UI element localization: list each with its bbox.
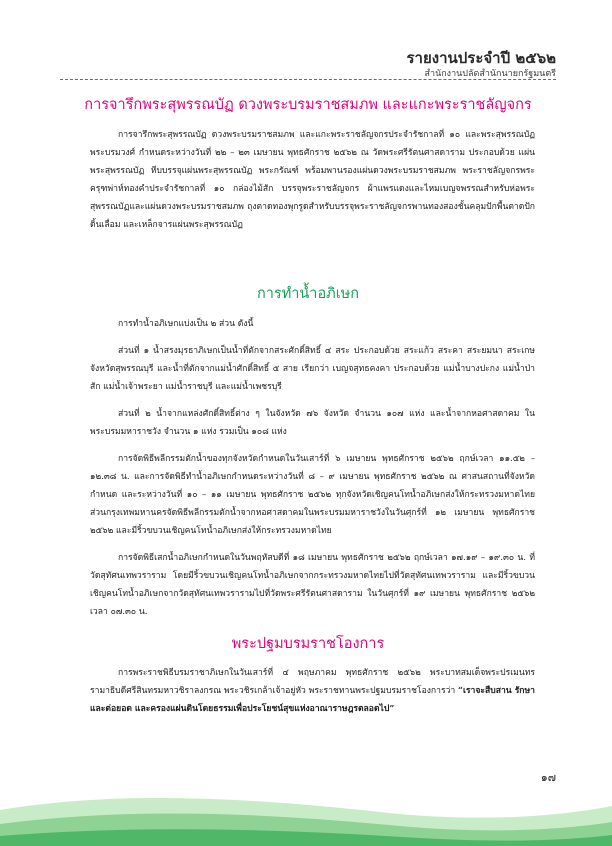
header-divider — [60, 79, 556, 80]
paragraph-text: การพระราชพิธีบรมราชาภิเษกในวันเสาร์ที่ ๔ พฤษภาคม พุทธศักราช ๒๕๖๒ พระบาทสมเด็จพระปรเมนทรรามาธิบดีศรีสินทรมหาวชิราลงกรณ พระวชิรเกล้าเจ้าอยู่หัว พระราชทานพระปฐมบรมราชโองการว่า — [90, 668, 535, 696]
footer-wave-decoration — [0, 772, 612, 846]
paragraph-text: ส่วนที่ ๑ น้ำสรงมุรธาภิเษกเป็นน้ำที่ตักจากสระศักดิ์สิทธิ์ ๔ สระ ประกอบด้วย สระแก้ว สระคา สระยมนา สระเกษ จังหวัดสุพรรณบุรี และน้ำที่ตักจากแม่น้ำศักดิ์สิทธิ์ ๕ สาย เรียกว่า เบญจสุทธคงคา ประกอบด้วย แม่น้ำบางปะกง แม่น้ำป่าสัก แม่น้ำเจ้าพระยา แม่น้ำราชบุรี และแม่น้ำเพชรบุรี — [90, 346, 535, 392]
page-number: ๑๗ — [540, 771, 556, 784]
paragraph-text: การจัดพิธีเสกน้ำอภิเษกกำหนดในวันพฤหัสบดีที่ ๑๘ เมษายน พุทธศักราช ๒๕๖๒ ฤกษ์เวลา ๑๗.๑๙ – ๑๙.๓๐ น. ที่วัดสุทัศนเทพวราราม โดยมีริ้วขบวนเชิญคนโทน้ำอภิเษกจากกระทรวงมหาดไทยไปที่วัดสุทัศนเทพวราราม และมีริ้วขบวนเชิญคนโทน้ำอภิเษกจากวัดสุทัศนเทพวรารามไปที่วัดพระศรีรัตนศาสดาราม ในวันศุกร์ที่ ๑๙ เมษายน พุทธศักราช ๒๕๖๒ เวลา ๐๗.๓๐ น. — [90, 553, 535, 617]
section-heading-holy-water: การทำน้ำอภิเษก — [256, 286, 360, 302]
report-subtitle: สำนักงานปลัดสำนักนายกรัฐมนตรี — [424, 69, 556, 79]
paragraph-inscription — [90, 126, 535, 234]
royal-quote: “เราจะสืบสาน รักษา และต่อยอด และครองแผ่นดินโดยธรรมเพื่อประโยชน์สุขแห่งอาณาราษฎรตลอดไป” — [90, 686, 536, 714]
paragraph-holy-water-blessing — [90, 549, 535, 621]
section-heading-royal-command: พระปฐมบรมราชโองการ — [231, 636, 385, 652]
paragraph-text: การทำน้ำอภิเษกแบ่งเป็น ๒ ส่วน ดังนี้ — [118, 319, 254, 329]
paragraph-text: ส่วนที่ ๒ น้ำจากแหล่งศักดิ์สิทธิ์ต่าง ๆ ในจังหวัด ๗๖ จังหวัด จำนวน ๑๐๗ แห่ง และน้ำจากหอศาสดาคม ในพระบรมมหาราชวัง จำนวน ๑ แห่ง รวมเป็น ๑๐๘ แห่ง — [90, 409, 535, 437]
paragraph-holy-water-intro — [90, 315, 535, 333]
paragraph-text: การจัดพิธีพลีกรรมตักน้ำของทุกจังหวัดกำหนดในวันเสาร์ที่ ๖ เมษายน พุทธศักราช ๒๕๖๒ ฤกษ์เวลา ๑๑.๕๒ – ๑๒.๓๘ น. และการจัดพิธีทำน้ำอภิเษกกำหนดระหว่างวันที่ ๘ – ๙ เมษายน พุทธศักราช ๒๕๖๒ ณ ศาสนสถานที่จังหวัดกำหนด และระหว่างวันที่ ๑๐ – ๑๑ เมษายน พุทธศักราช ๒๕๖๒ ทุกจังหวัดเชิญคนโทน้ำอภิเษกส่งให้กระทรวงมหาดไทย ส่วนกรุงเทพมหานครจัดพิธีพลีกรรมตักน้ำจากหอศาสดาคมในพระบรมมหาราชวังในวันศุกร์ที่ ๑๒ เมษายน พุทธศักราช ๒๕๖๒ และมีริ้วขบวนเชิญคนโทน้ำอภิเษกส่งให้กระทรวงมหาดไทย — [90, 454, 535, 536]
report-title: รายงานประจำปี ๒๕๖๒ — [406, 49, 556, 67]
paragraph-holy-water-part2 — [90, 405, 535, 441]
paragraph-holy-water-ceremony — [90, 450, 535, 540]
paragraph-holy-water-part1 — [90, 342, 535, 396]
section-heading-inscription: การจารึกพระสุพรรณบัฏ ดวงพระบรมราชสมภพ และแกะพระราชลัญจกร — [84, 97, 532, 113]
paragraph-royal-command — [90, 664, 535, 718]
paragraph-text: การจารึกพระสุพรรณบัฏ ดวงพระบรมราชสมภพ และแกะพระราชลัญจกรประจำรัชกาลที่ ๑๐ และพระสุพรรณบัฏพระบรมวงศ์ กำหนดระหว่างวันที่ ๒๒ – ๒๓ เมษายน พุทธศักราช ๒๕๖๒ ณ วัดพระศรีรัตนศาสดาราม ประกอบด้วย แผ่นพระสุพรรณบัฏ หีบบรรจุแผ่นพระสุพรรณบัฏ พระกรัณฑ์ พร้อมพานรองแผ่นดวงพระบรมราชสมภพ พระราชลัญจกรพระครุฑพ่าห์ทองคำประจำรัชกาลที่ ๑๐ กล่องไม้สัก บรรจุพระราชลัญจกร ผ้าแพรแดงและไหมเบญจพรรณสำหรับห่อพระสุพรรณบัฏและแผ่นดวงพระบรมราชสมภพ ถุงตาดทองพุกรูดสำหรับบรรจุพระราชลัญจกรพานทองสองชั้นคลุมปักพื้นตาดปักดิ้นเลื่อม และเหล็กจารแผ่นพระสุพรรณบัฏ — [90, 130, 535, 230]
